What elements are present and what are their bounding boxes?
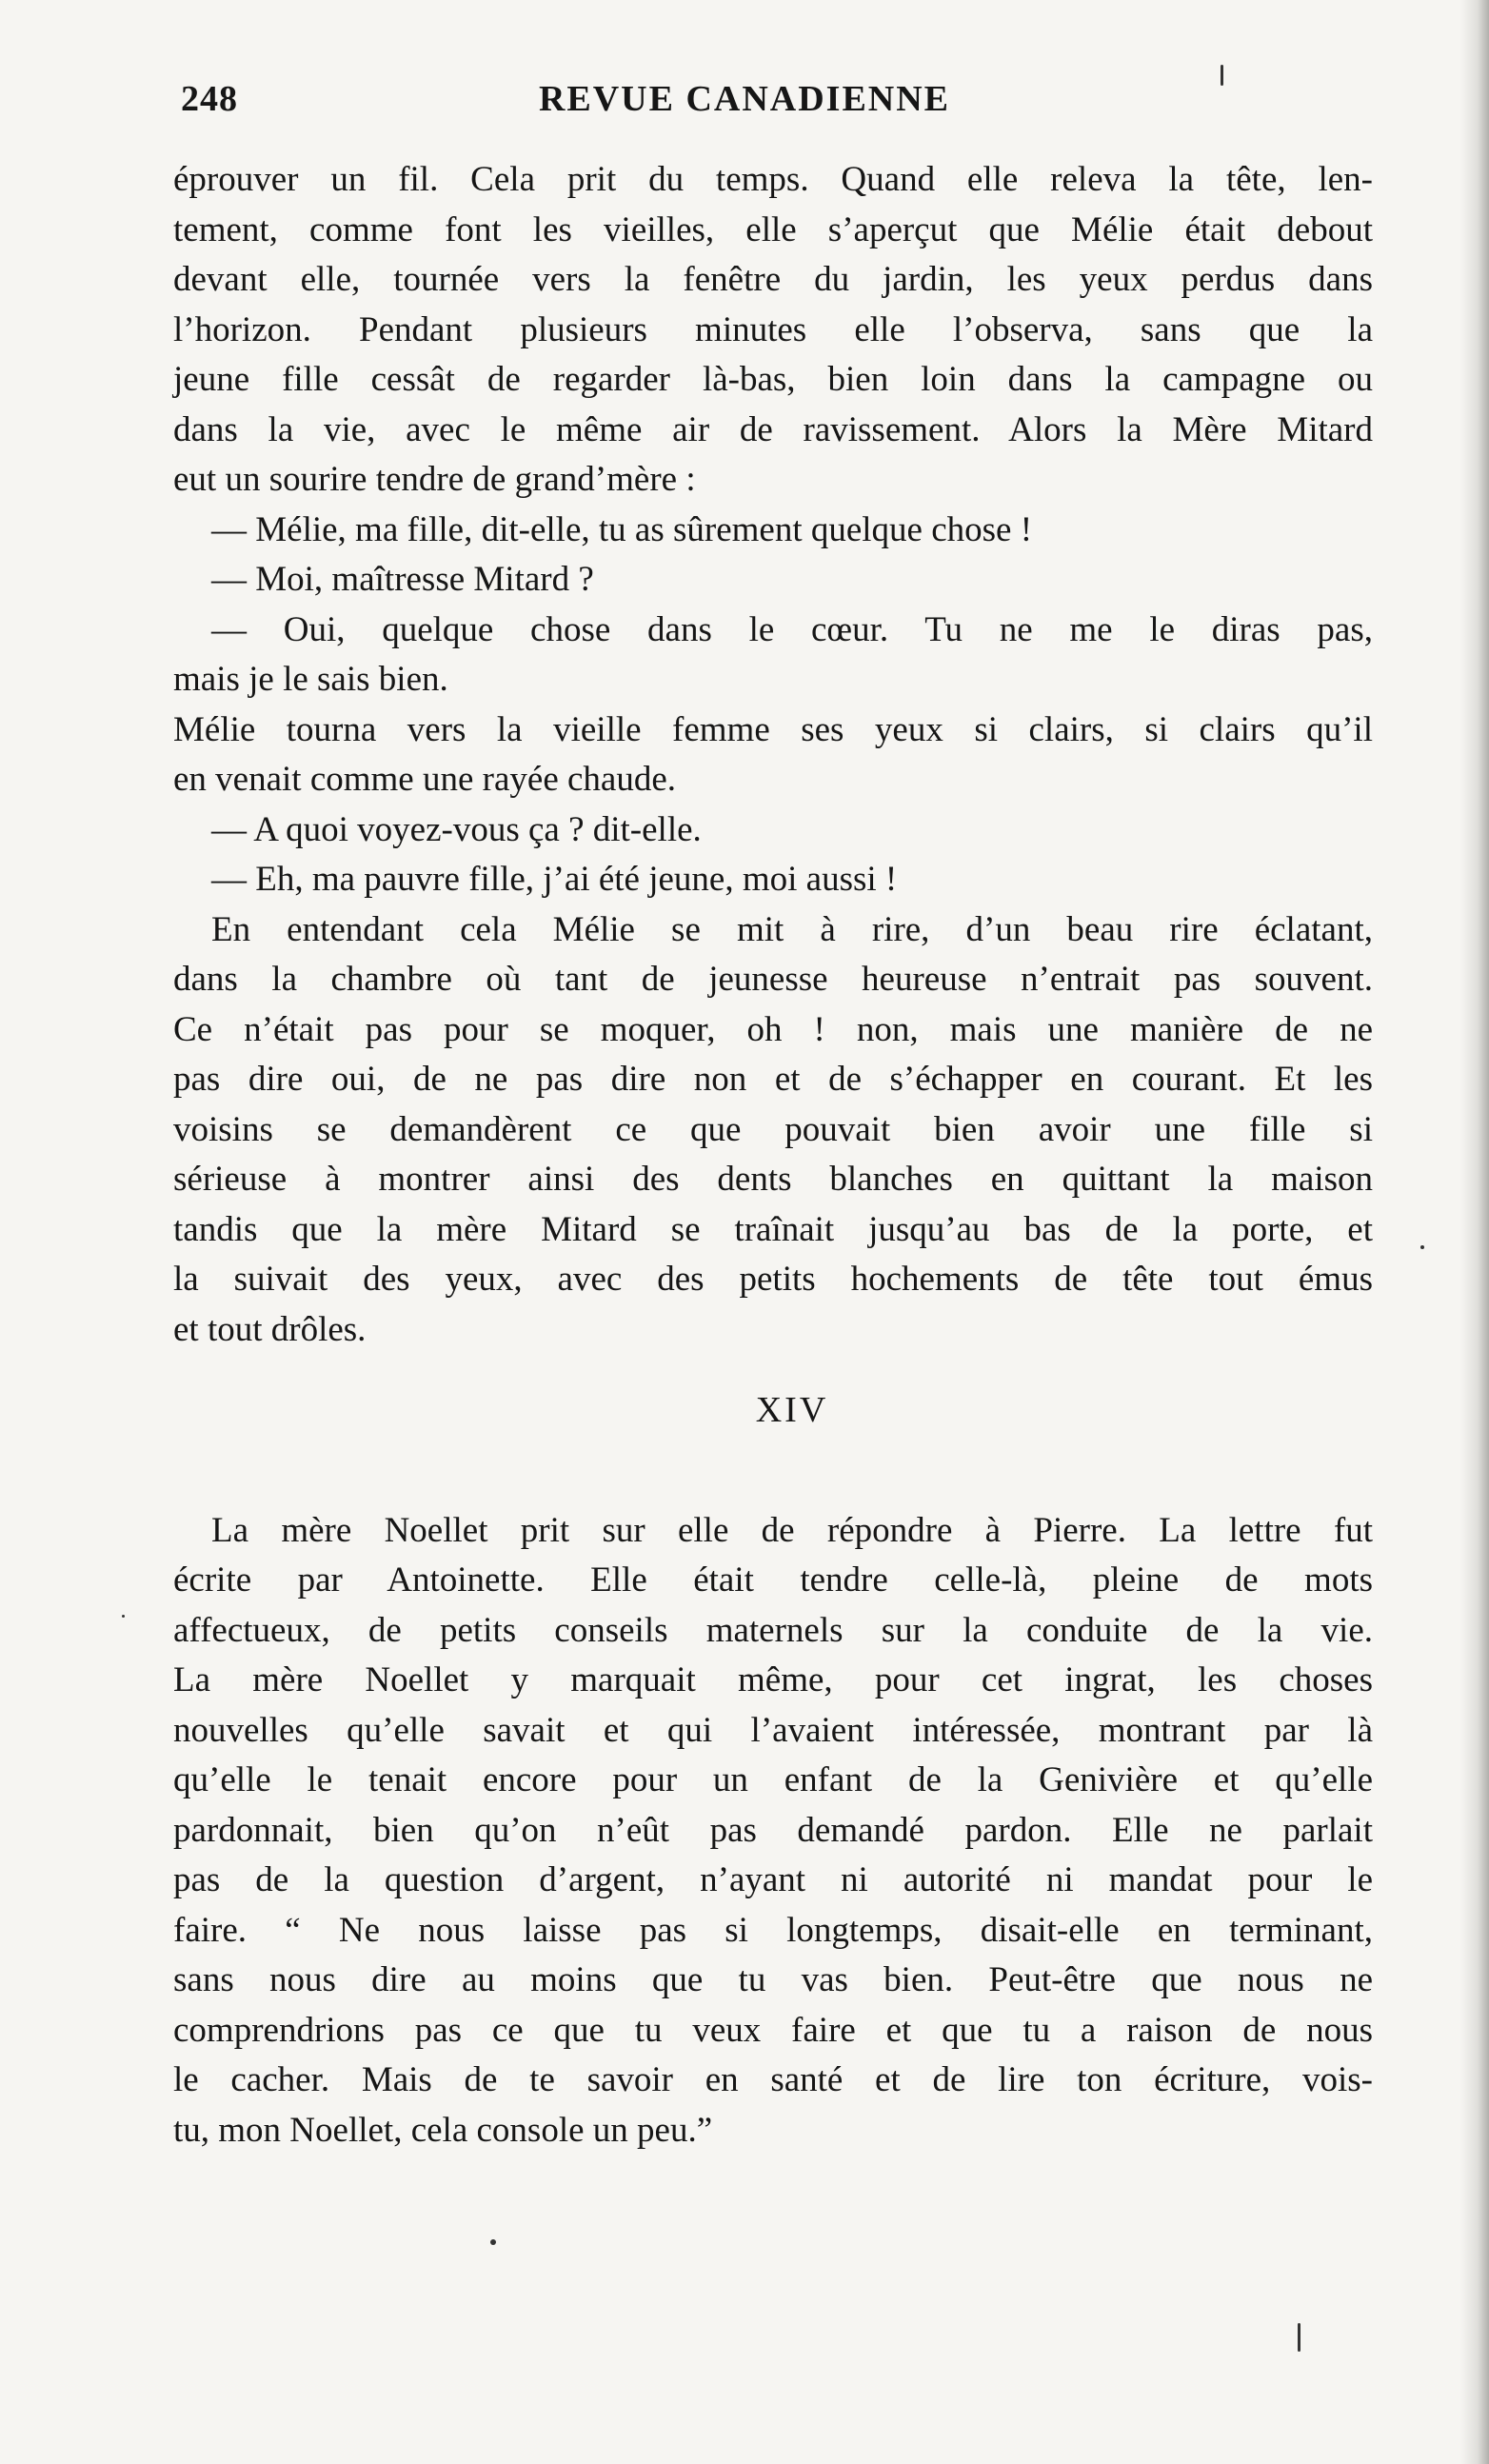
text-line: l’horizon. Pendant plusieurs minutes elle l’observa, sans que la	[173, 309, 1373, 349]
scan-edge-shadow	[1460, 0, 1489, 2464]
text-line: écrite par Antoinette. Elle était tendre celle-là, pleine de mots	[173, 1560, 1373, 1600]
text-line: devant elle, tournée vers la fenêtre du jardin, les yeux perdus dans	[173, 260, 1373, 299]
dialogue-line: — Eh, ma pauvre fille, j’ai été jeune, moi aussi !	[211, 860, 898, 899]
text-line: dans la vie, avec le même air de ravissement. Alors la Mère Mitard	[173, 409, 1373, 449]
text-line: pas de la question d’argent, n’ayant ni autorité ni mandat pour le	[173, 1860, 1373, 1899]
dialogue-line: — A quoi voyez-vous ça ? dit-elle.	[211, 809, 702, 849]
dialogue-line: — Mélie, ma fille, dit-elle, tu as sûrement quelque chose !	[211, 509, 1033, 549]
dialogue-line: — Moi, maîtresse Mitard ?	[211, 560, 594, 599]
text-line: faire. “ Ne nous laisse pas si longtemps, disait-elle en terminant,	[173, 1910, 1373, 1950]
section-heading: XIV	[755, 1390, 829, 1430]
text-line: dans la chambre où tant de jeunesse heureuse n’entrait pas souvent.	[173, 960, 1373, 999]
text-line: qu’elle le tenait encore pour un enfant de la Genivière et qu’elle	[173, 1760, 1373, 1799]
text-line: sans nous dire au moins que tu vas bien. Peut-être que nous ne	[173, 1960, 1373, 1999]
paragraph-start-line: La mère Noellet prit sur elle de répondre à Pierre. La lettre fut	[211, 1510, 1373, 1550]
scan-speck	[490, 2239, 496, 2245]
text-line: affectueux, de petits conseils maternels sur la conduite de la vie.	[173, 1610, 1373, 1650]
text-line: sérieuse à montrer ainsi des dents blanches en quittant la maison	[173, 1160, 1373, 1199]
paragraph-start-line: En entendant cela Mélie se mit à rire, d’un beau rire éclatant,	[211, 909, 1373, 949]
text-line: nouvelles qu’elle savait et qui l’avaient intéressée, montrant par là	[173, 1710, 1373, 1750]
journal-title: REVUE CANADIENNE	[538, 79, 951, 119]
scan-speck	[1298, 2323, 1300, 2352]
text-line: tement, comme font les vieilles, elle s’aperçut que Mélie était debout	[173, 209, 1373, 249]
text-line: La mère Noellet y marquait même, pour cet ingrat, les choses	[173, 1660, 1373, 1699]
scan-speck	[1420, 1245, 1424, 1249]
text-line: la suivait des yeux, avec des petits hochements de tête tout émus	[173, 1260, 1373, 1299]
text-line: tandis que la mère Mitard se traînait jusqu’au bas de la porte, et	[173, 1209, 1373, 1249]
text-line: pas dire oui, de ne pas dire non et de s’échapper en courant. Et les	[173, 1060, 1373, 1099]
text-line: Ce n’était pas pour se moquer, oh ! non, mais une manière de ne	[173, 1009, 1373, 1049]
text-line: en venait comme une rayée chaude.	[173, 760, 677, 799]
text-line: éprouver un fil. Cela prit du temps. Quand elle releva la tête, len-	[173, 160, 1373, 199]
text-line: et tout drôles.	[173, 1309, 367, 1349]
text-line: tu, mon Noellet, cela console un peu.”	[173, 2110, 713, 2150]
running-head	[0, 78, 1489, 135]
text-line: eut un sourire tendre de grand’mère :	[173, 460, 696, 499]
text-line: pardonnait, bien qu’on n’eût pas demandé pardon. Elle ne parlait	[173, 1810, 1373, 1850]
scan-speck	[122, 1615, 125, 1618]
body-text	[173, 155, 1373, 2156]
dialogue-line: — Oui, quelque chose dans le cœur. Tu ne me le diras pas,	[211, 609, 1373, 649]
text-line: mais je le sais bien.	[173, 660, 448, 699]
scan-speck	[1221, 65, 1223, 86]
text-line: voisins se demandèrent ce que pouvait bien avoir une fille si	[173, 1109, 1373, 1149]
text-line: le cacher. Mais de te savoir en santé et de lire ton écriture, vois-	[173, 2060, 1373, 2099]
page-number: 248	[181, 79, 238, 119]
text-line: comprendrions pas ce que tu veux faire et que tu a raison de nous	[173, 2010, 1373, 2050]
text-line: jeune fille cessât de regarder là-bas, bien loin dans la campagne ou	[173, 360, 1373, 399]
text-line: Mélie tourna vers la vieille femme ses yeux si clairs, si clairs qu’il	[173, 709, 1373, 749]
